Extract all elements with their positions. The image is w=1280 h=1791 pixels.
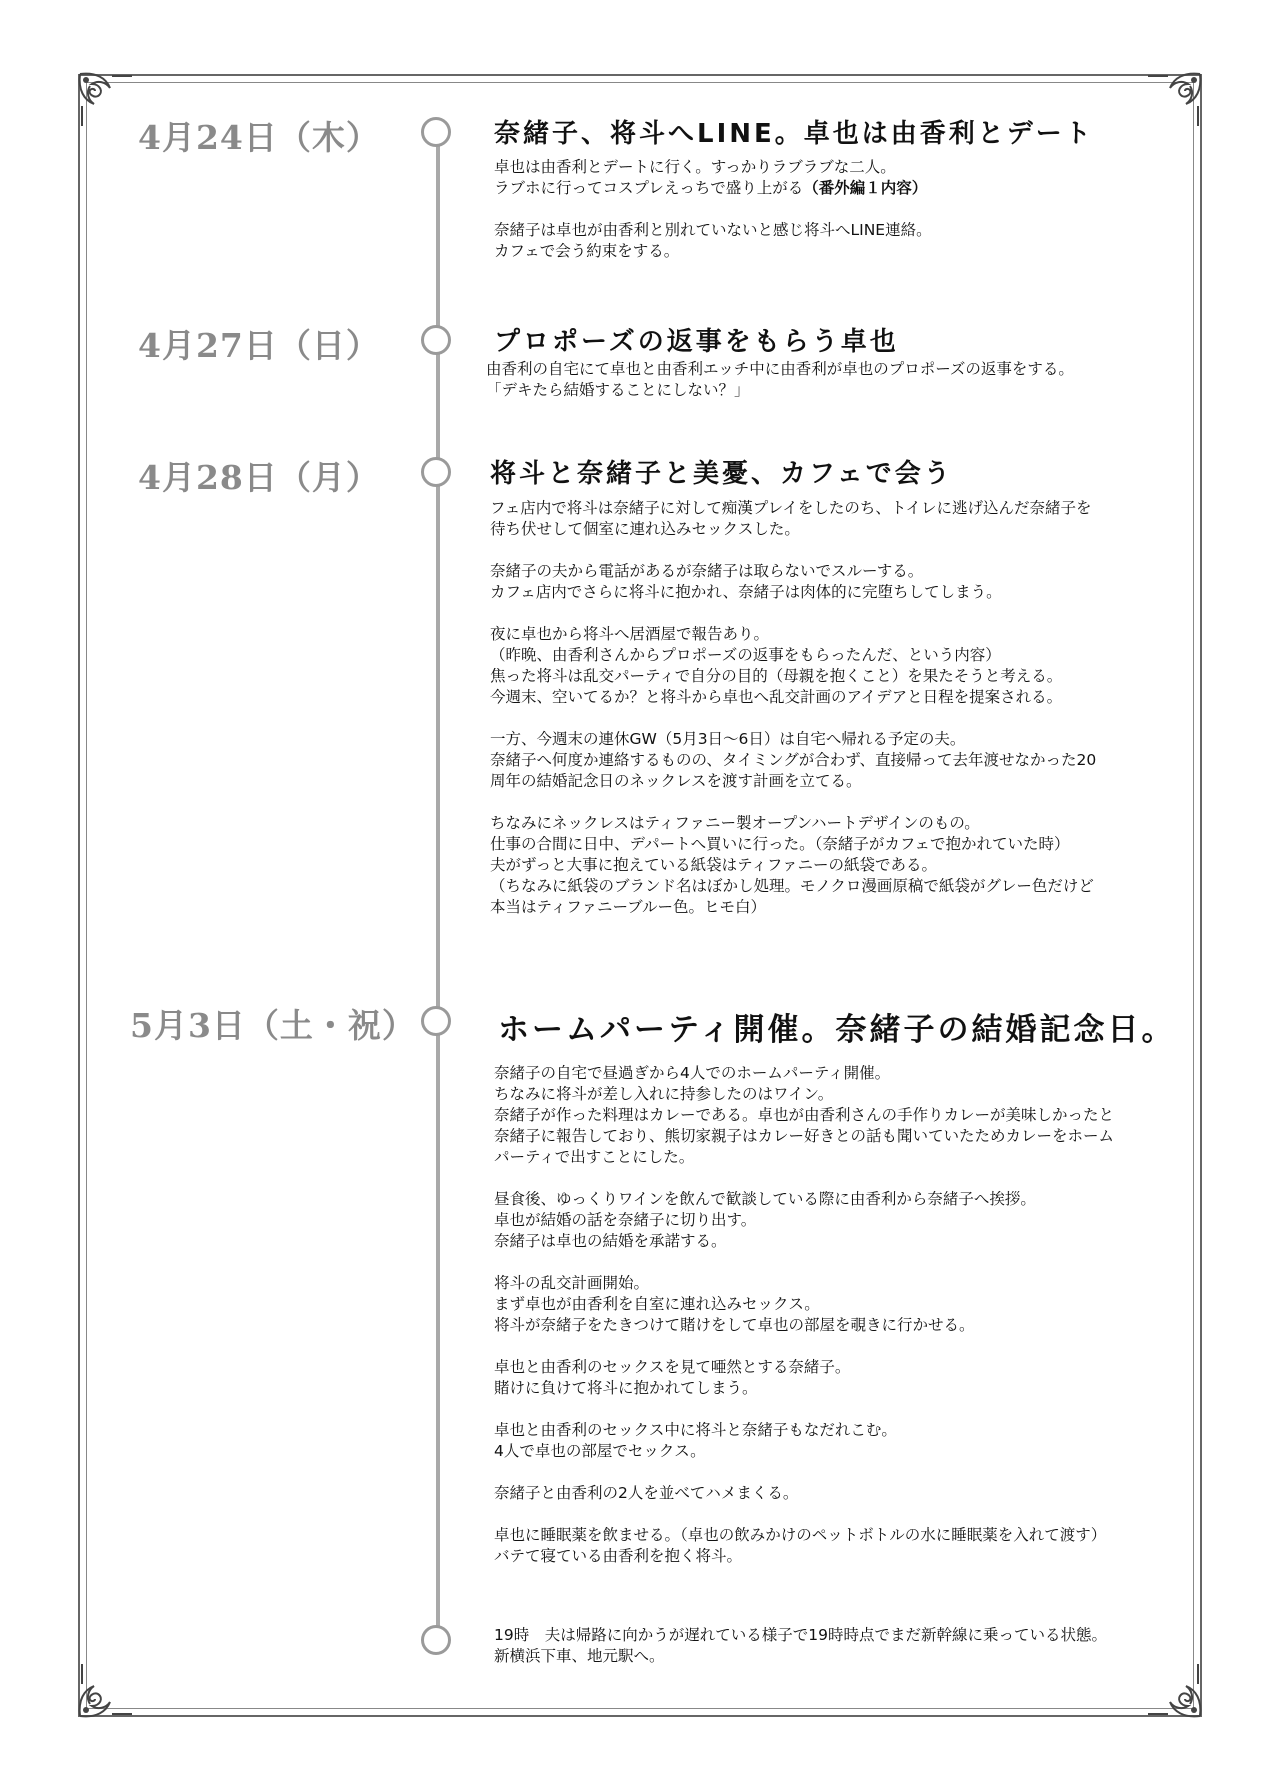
body-line: 新横浜下車、地元駅へ。 (494, 1647, 665, 1665)
body-line: カフェ店内でさらに将斗に抱かれ、奈緒子は肉体的に完堕ちしてしまう。 (490, 583, 1002, 601)
body-line: 奈緒子は卓也の結婚を承諾する。 (494, 1232, 727, 1250)
body-line: バテて寝ている由香利を抱く将斗。 (494, 1547, 743, 1565)
entry-title: プロポーズの返事をもらう卓也 (494, 327, 899, 357)
body-line: 由香利の自宅にて卓也と由香利エッチ中に由香利が卓也のプロポーズの返事をする。 (486, 360, 1074, 378)
entry-date: 5月3日（土・祝） (130, 1006, 416, 1045)
ornament-corner-icon (1146, 70, 1204, 128)
body-line: 将斗が奈緒子をたきつけて賭けをして卓也の部屋を覗きに行かせる。 (494, 1316, 975, 1334)
body-line: 卓也に睡眠薬を飲ませる。（卓也の飲みかけのペットボトルの水に睡眠薬を入れて渡す） (494, 1526, 1107, 1544)
entry-body (494, 1063, 1114, 1567)
body-line-note: （番外編１内容） (803, 179, 928, 197)
ornament-corner-icon (76, 1662, 134, 1720)
entry-body (486, 359, 1074, 401)
body-line: （昨晩、由香利さんからプロポーズの返事をもらったんだ、という内容） (490, 646, 1001, 664)
body-line: 卓也は由香利とデートに行く。すっかりラブラブな二人。 (494, 158, 896, 176)
timeline-node (421, 1006, 451, 1036)
body-line: 仕事の合間に日中、デパートへ買いに行った。（奈緒子がカフェで抱かれていた時） (490, 835, 1070, 853)
body-line: 4人で卓也の部屋でセックス。 (494, 1442, 706, 1460)
body-line: 待ち伏せして個室に連れ込みセックスした。 (490, 520, 800, 538)
body-line: 今週末、空いてるか？と将斗から卓也へ乱交計画のアイデアと日程を提案される。 (490, 688, 1063, 706)
body-line: フェ店内で将斗は奈緒子に対して痴漢プレイをしたのち、トイレに逃げ込んだ奈緒子を (490, 499, 1092, 517)
body-line: 賭けに負けて将斗に抱かれてしまう。 (494, 1379, 758, 1397)
body-line: 卓也と由香利のセックス中に将斗と奈緒子もなだれこむ。 (494, 1421, 897, 1439)
body-line: 19時 夫は帰路に向かうが遅れている様子で19時時点でまだ新幹線に乗っている状態。 (494, 1626, 1107, 1644)
body-line: 卓也が結婚の話を奈緒子に切り出す。 (494, 1211, 757, 1229)
entry-title: 将斗と奈緒子と美憂、カフェで会う (490, 459, 953, 489)
entry-body (490, 498, 1096, 918)
body-line: 奈緒子は卓也が由香利と別れていないと感じ将斗へLINE連絡。 (494, 221, 932, 239)
body-line: 奈緒子に報告しており、熊切家親子はカレー好きとの話も聞いていたためカレーをホーム (494, 1127, 1115, 1145)
body-line: 焦った将斗は乱交パーティで自分の目的（母親を抱くこと）を果たそうと考える。 (490, 667, 1063, 685)
body-line: カフェで会う約束をする。 (494, 242, 680, 260)
body-line: 将斗の乱交計画開始。 (494, 1274, 650, 1292)
body-line: 「デキたら結婚することにしない？」 (486, 381, 750, 399)
entry-date: 4月27日（日） (138, 326, 380, 365)
body-line: 本当はティファニーブルー色。ヒモ白） (490, 898, 767, 916)
entry-title: ホームパーティ開催。奈緒子の結婚記念日。 (498, 1012, 1176, 1048)
timeline-line (436, 134, 440, 1634)
body-line-text: ラブホに行ってコスプレえっちで盛り上がる (494, 179, 804, 197)
entry-date: 4月24日（木） (138, 118, 380, 157)
body-line: パーティで出すことにした。 (494, 1148, 695, 1166)
entry-body (494, 157, 932, 262)
entry-body (494, 1625, 1107, 1667)
body-line: 奈緒子と由香利の2人を並べてハメまくる。 (494, 1484, 799, 1502)
ornament-corner-icon (1146, 1662, 1204, 1720)
body-line: 奈緒子の自宅で昼過ぎから4人でのホームパーティ開催。 (494, 1064, 891, 1082)
body-line: 奈緒子の夫から電話があるが奈緒子は取らないでスルーする。 (490, 562, 924, 580)
body-line: 奈緒子へ何度か連絡するものの、タイミングが合わず、直接帰って去年渡せなかった20 (490, 751, 1097, 769)
body-line: 奈緒子が作った料理はカレーである。卓也が由香利さんの手作りカレーが美味しかったと (494, 1106, 1115, 1124)
timeline-node (421, 117, 451, 147)
body-line: ちなみにネックレスはティファニー製オープンハートデザインのもの。 (490, 814, 980, 832)
body-line: 昼食後、ゆっくりワインを飲んで歓談している際に由香利から奈緒子へ挨拶。 (494, 1190, 1036, 1208)
body-line: 一方、今週末の連休GW（5月3日〜6日）は自宅へ帰れる予定の夫。 (490, 730, 966, 748)
timeline-node (421, 1625, 451, 1655)
body-line (494, 178, 932, 199)
body-line: まず卓也が由香利を自室に連れ込みセックス。 (494, 1295, 820, 1313)
body-line: 周年の結婚記念日のネックレスを渡す計画を立てる。 (490, 772, 862, 790)
entry-date: 4月28日（月） (138, 458, 380, 497)
body-line: （ちなみに紙袋のブランド名はぼかし処理。モノクロ漫画原稿で紙袋がグレー色だけど (490, 877, 1094, 895)
entry-title: 奈緒子、将斗へLINE。卓也は由香利とデート (494, 119, 1094, 149)
body-line: 夜に卓也から将斗へ居酒屋で報告あり。 (490, 625, 770, 643)
timeline-node (421, 325, 451, 355)
timeline-node (421, 457, 451, 487)
body-line: ちなみに将斗が差し入れに持参したのはワイン。 (494, 1085, 834, 1103)
body-line: 卓也と由香利のセックスを見て唖然とする奈緒子。 (494, 1358, 851, 1376)
body-line: 夫がずっと大事に抱えている紙袋はティファニーの紙袋である。 (490, 856, 938, 874)
ornament-corner-icon (76, 70, 134, 128)
